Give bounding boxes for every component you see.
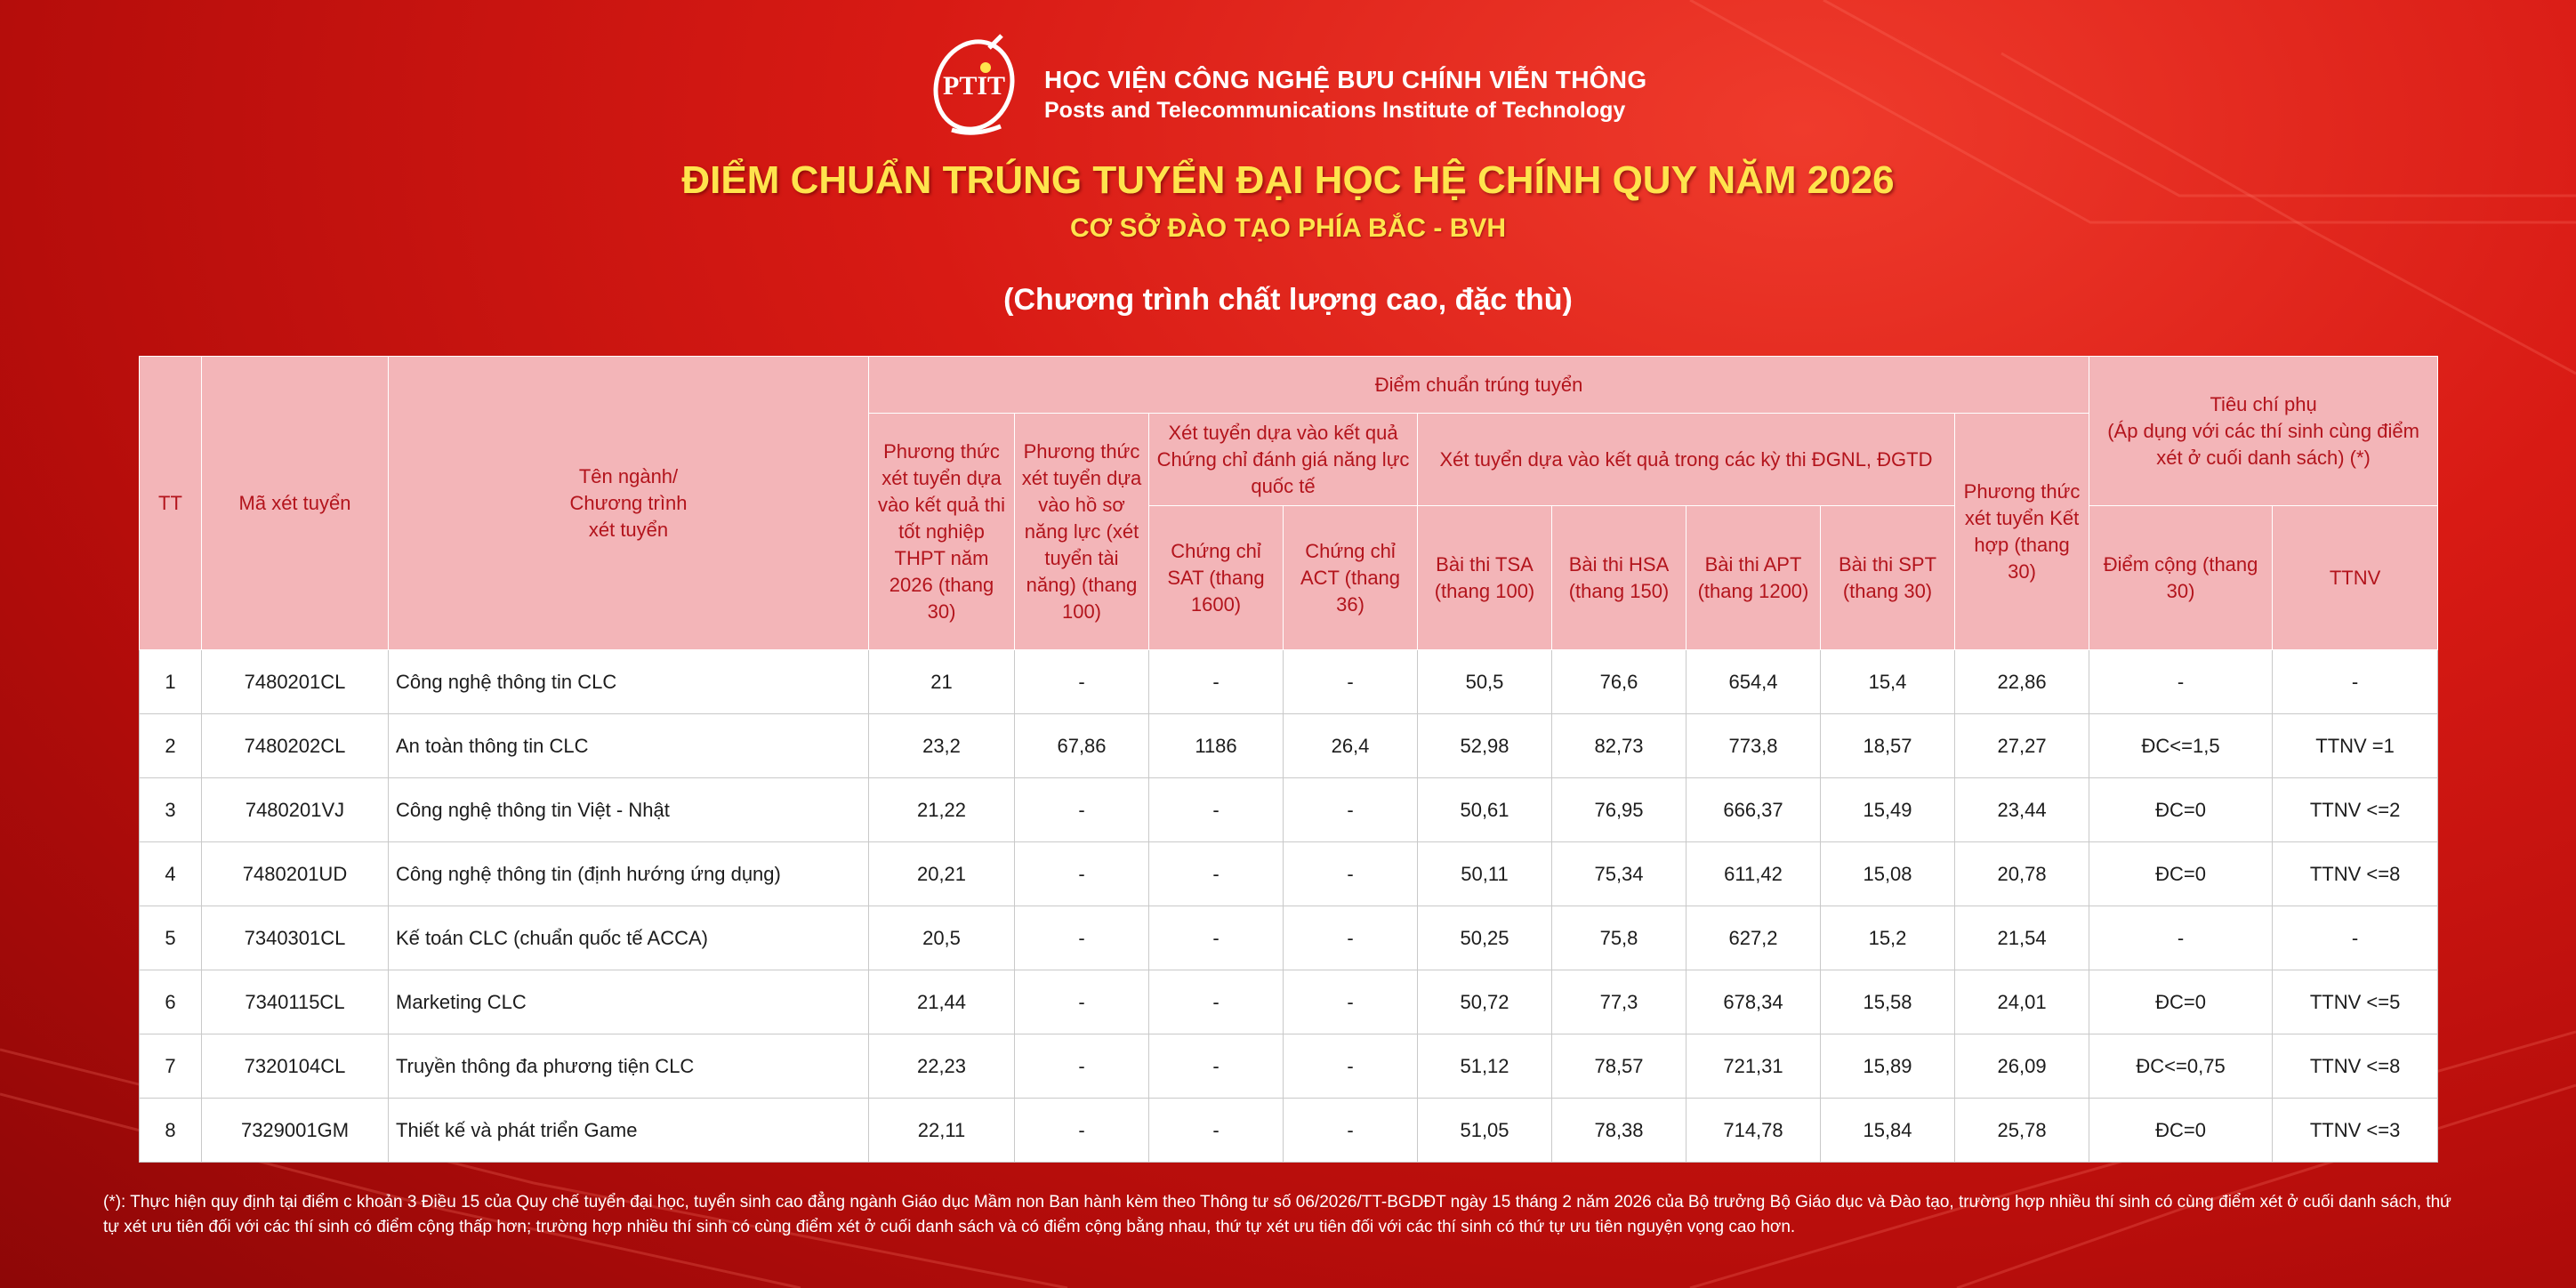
cell-tsa: 50,5	[1418, 650, 1552, 714]
cell-tt: 5	[140, 906, 202, 970]
cell-thpt: 20,5	[869, 906, 1015, 970]
cell-apt: 654,4	[1686, 650, 1821, 714]
cell-thpt: 23,2	[869, 714, 1015, 778]
cell-bonus: ĐC<=1,5	[2089, 714, 2273, 778]
cell-combined: 23,44	[1955, 778, 2089, 842]
cell-talent: -	[1015, 842, 1149, 906]
cell-tsa: 50,61	[1418, 778, 1552, 842]
table-body	[140, 650, 2438, 1163]
cell-ttnv: TTNV <=3	[2273, 1099, 2438, 1163]
cell-act: -	[1284, 1099, 1418, 1163]
cell-major: Truyền thông đa phương tiện CLC	[389, 1034, 869, 1099]
table-row	[140, 714, 2438, 778]
cell-ttnv: TTNV =1	[2273, 714, 2438, 778]
footnote: (*): Thực hiện quy định tại điểm c khoản 3 Điều 15 của Quy chế tuyển đại học, tuyển sinh cao đẳng ngành Giáo dục Mầm non Ban hành kèm theo Thông tư số 06/2026/TT-BGDĐT ngày 15 tháng 2 năm 2026 của Bộ trưởng Bộ Giáo dục và Đào tạo, trường hợp nhiều thí sinh có cùng điểm xét ở cuối danh sách, thứ tự xét ưu tiên đối với các thí sinh có điểm cộng thấp hơn; trường hợp nhiều thí sinh có cùng điểm xét ở cuối danh sách và có điểm cộng bằng nhau, thứ tự xét ưu tiên đối với các thí sinh có thứ tự ưu tiên nguyện vọng cao hơn.	[103, 1193, 2451, 1236]
cell-ttnv: -	[2273, 906, 2438, 970]
cell-combined: 21,54	[1955, 906, 2089, 970]
header-apt: Bài thi APT (thang 1200)	[1686, 506, 1821, 650]
header-intl-group: Xét tuyển dựa vào kết quả Chứng chỉ đánh giá năng lực quốc tế	[1149, 414, 1418, 506]
cell-apt: 773,8	[1686, 714, 1821, 778]
cell-tt: 4	[140, 842, 202, 906]
table-row	[140, 1034, 2438, 1099]
cell-spt: 15,84	[1821, 1099, 1955, 1163]
header-thpt: Phương thức xét tuyển dựa vào kết quả thi tốt nghiệp THPT năm 2026 (thang 30)	[869, 414, 1015, 650]
cell-sat: 1186	[1149, 714, 1284, 778]
header-sat: Chứng chỉ SAT (thang 1600)	[1149, 506, 1284, 650]
cell-combined: 26,09	[1955, 1034, 2089, 1099]
header-major-line2: Chương trình	[569, 491, 688, 514]
cell-act: -	[1284, 1034, 1418, 1099]
cell-bonus: ĐC=0	[2089, 842, 2273, 906]
cell-combined: 20,78	[1955, 842, 2089, 906]
cell-bonus: ĐC=0	[2089, 1099, 2273, 1163]
cell-talent: 67,86	[1015, 714, 1149, 778]
cell-combined: 22,86	[1955, 650, 2089, 714]
cell-tt: 8	[140, 1099, 202, 1163]
cell-apt: 666,37	[1686, 778, 1821, 842]
cell-ttnv: TTNV <=8	[2273, 1034, 2438, 1099]
cell-hsa: 77,3	[1552, 970, 1686, 1034]
cell-ttnv: TTNV <=5	[2273, 970, 2438, 1034]
table-row	[140, 842, 2438, 906]
header-subcriteria	[2089, 357, 2438, 506]
cell-hsa: 75,8	[1552, 906, 1686, 970]
cell-ttnv: TTNV <=2	[2273, 778, 2438, 842]
institute-name-en: Posts and Telecommunications Institute of Technology	[1044, 98, 1626, 123]
cell-apt: 721,31	[1686, 1034, 1821, 1099]
cell-talent: -	[1015, 1034, 1149, 1099]
cell-sat: -	[1149, 778, 1284, 842]
cell-code: 7480201VJ	[202, 778, 389, 842]
header-spt: Bài thi SPT (thang 30)	[1821, 506, 1955, 650]
header-subcriteria-line1: Tiêu chí phụ	[2210, 392, 2317, 415]
cell-tt: 3	[140, 778, 202, 842]
cell-ttnv: -	[2273, 650, 2438, 714]
institute-name-vn: HỌC VIỆN CÔNG NGHỆ BƯU CHÍNH VIỄN THÔNG	[1044, 66, 1647, 93]
admission-scores-table	[139, 356, 2438, 1163]
cell-code: 7329001GM	[202, 1099, 389, 1163]
cell-hsa: 76,95	[1552, 778, 1686, 842]
cell-apt: 678,34	[1686, 970, 1821, 1034]
cell-combined: 24,01	[1955, 970, 2089, 1034]
cell-code: 7480201CL	[202, 650, 389, 714]
table-row	[140, 970, 2438, 1034]
page-subtitle: CƠ SỞ ĐÀO TẠO PHÍA BẮC - BVH	[1069, 213, 1507, 243]
cell-sat: -	[1149, 1099, 1284, 1163]
cell-spt: 15,08	[1821, 842, 1955, 906]
cell-spt: 15,58	[1821, 970, 1955, 1034]
cell-ttnv: TTNV <=8	[2273, 842, 2438, 906]
cell-code: 7340301CL	[202, 906, 389, 970]
cell-hsa: 75,34	[1552, 842, 1686, 906]
cell-talent: -	[1015, 778, 1149, 842]
header-major	[389, 357, 869, 650]
cell-apt: 714,78	[1686, 1099, 1821, 1163]
cell-bonus: ĐC=0	[2089, 778, 2273, 842]
cell-tsa: 50,72	[1418, 970, 1552, 1034]
cell-major: Công nghệ thông tin CLC	[389, 650, 869, 714]
cell-sat: -	[1149, 1034, 1284, 1099]
cell-tsa: 51,05	[1418, 1099, 1552, 1163]
cell-act: -	[1284, 778, 1418, 842]
header-dgnl-group: Xét tuyển dựa vào kết quả trong các kỳ thi ĐGNL, ĐGTD	[1418, 414, 1955, 506]
header-bonus: Điểm cộng (thang 30)	[2089, 506, 2273, 650]
cell-apt: 627,2	[1686, 906, 1821, 970]
cell-sat: -	[1149, 842, 1284, 906]
header-subcriteria-line2: (Áp dụng với các thí sinh cùng điểm xét ở cuối danh sách) (*)	[2107, 419, 2419, 469]
cell-code: 7320104CL	[202, 1034, 389, 1099]
cell-talent: -	[1015, 906, 1149, 970]
cell-spt: 15,89	[1821, 1034, 1955, 1099]
table-row	[140, 778, 2438, 842]
cell-bonus: -	[2089, 650, 2273, 714]
cell-talent: -	[1015, 970, 1149, 1034]
cell-major: An toàn thông tin CLC	[389, 714, 869, 778]
cell-tt: 6	[140, 970, 202, 1034]
cell-spt: 15,49	[1821, 778, 1955, 842]
header-tt: TT	[140, 357, 202, 650]
cell-thpt: 21,44	[869, 970, 1015, 1034]
page-title: ĐIỂM CHUẨN TRÚNG TUYỂN ĐẠI HỌC HỆ CHÍNH QUY NĂM 2026	[681, 158, 1895, 202]
cell-thpt: 22,11	[869, 1099, 1015, 1163]
cell-thpt: 22,23	[869, 1034, 1015, 1099]
cell-talent: -	[1015, 650, 1149, 714]
cell-sat: -	[1149, 906, 1284, 970]
cell-major: Marketing CLC	[389, 970, 869, 1034]
cell-code: 7340115CL	[202, 970, 389, 1034]
cell-hsa: 76,6	[1552, 650, 1686, 714]
cell-act: -	[1284, 970, 1418, 1034]
cell-bonus: ĐC=0	[2089, 970, 2273, 1034]
cell-act: -	[1284, 906, 1418, 970]
header-score-group: Điểm chuẩn trúng tuyển	[869, 357, 2089, 414]
cell-tsa: 50,11	[1418, 842, 1552, 906]
cell-act: -	[1284, 842, 1418, 906]
cell-tt: 2	[140, 714, 202, 778]
header-tsa: Bài thi TSA (thang 100)	[1418, 506, 1552, 650]
cell-tsa: 50,25	[1418, 906, 1552, 970]
table-row	[140, 650, 2438, 714]
cell-spt: 18,57	[1821, 714, 1955, 778]
cell-act: -	[1284, 650, 1418, 714]
cell-spt: 15,2	[1821, 906, 1955, 970]
cell-talent: -	[1015, 1099, 1149, 1163]
table-row	[140, 906, 2438, 970]
cell-thpt: 21,22	[869, 778, 1015, 842]
header-combined: Phương thức xét tuyển Kết hợp (thang 30)	[1955, 414, 2089, 650]
cell-major: Công nghệ thông tin Việt - Nhật	[389, 778, 869, 842]
cell-major: Công nghệ thông tin (định hướng ứng dụng)	[389, 842, 869, 906]
cell-sat: -	[1149, 970, 1284, 1034]
table-row	[140, 1099, 2438, 1163]
cell-hsa: 78,57	[1552, 1034, 1686, 1099]
cell-tt: 1	[140, 650, 202, 714]
cell-hsa: 82,73	[1552, 714, 1686, 778]
logo-text: PTIT	[943, 71, 1006, 101]
cell-hsa: 78,38	[1552, 1099, 1686, 1163]
program-label: (Chương trình chất lượng cao, đặc thù)	[1003, 283, 1573, 317]
cell-tt: 7	[140, 1034, 202, 1099]
cell-tsa: 52,98	[1418, 714, 1552, 778]
header-ttnv: TTNV	[2273, 506, 2438, 650]
cell-act: 26,4	[1284, 714, 1418, 778]
cell-tsa: 51,12	[1418, 1034, 1552, 1099]
header-major-line3: xét tuyển	[588, 518, 669, 541]
cell-apt: 611,42	[1686, 842, 1821, 906]
cell-code: 7480202CL	[202, 714, 389, 778]
header-code: Mã xét tuyển	[202, 357, 389, 650]
header-hsa: Bài thi HSA (thang 150)	[1552, 506, 1686, 650]
cell-combined: 27,27	[1955, 714, 2089, 778]
page-header	[0, 0, 2576, 356]
header-talent: Phương thức xét tuyển dựa vào hồ sơ năng lực (xét tuyển tài năng) (thang 100)	[1015, 414, 1149, 650]
cell-bonus: -	[2089, 906, 2273, 970]
header-major-line1: Tên ngành/	[578, 464, 679, 487]
cell-bonus: ĐC<=0,75	[2089, 1034, 2273, 1099]
ptit-logo	[925, 32, 1023, 139]
cell-sat: -	[1149, 650, 1284, 714]
header-act: Chứng chỉ ACT (thang 36)	[1284, 506, 1418, 650]
cell-combined: 25,78	[1955, 1099, 2089, 1163]
cell-thpt: 21	[869, 650, 1015, 714]
cell-code: 7480201UD	[202, 842, 389, 906]
cell-major: Thiết kế và phát triển Game	[389, 1099, 869, 1163]
cell-spt: 15,4	[1821, 650, 1955, 714]
cell-thpt: 20,21	[869, 842, 1015, 906]
cell-major: Kế toán CLC (chuẩn quốc tế ACCA)	[389, 906, 869, 970]
